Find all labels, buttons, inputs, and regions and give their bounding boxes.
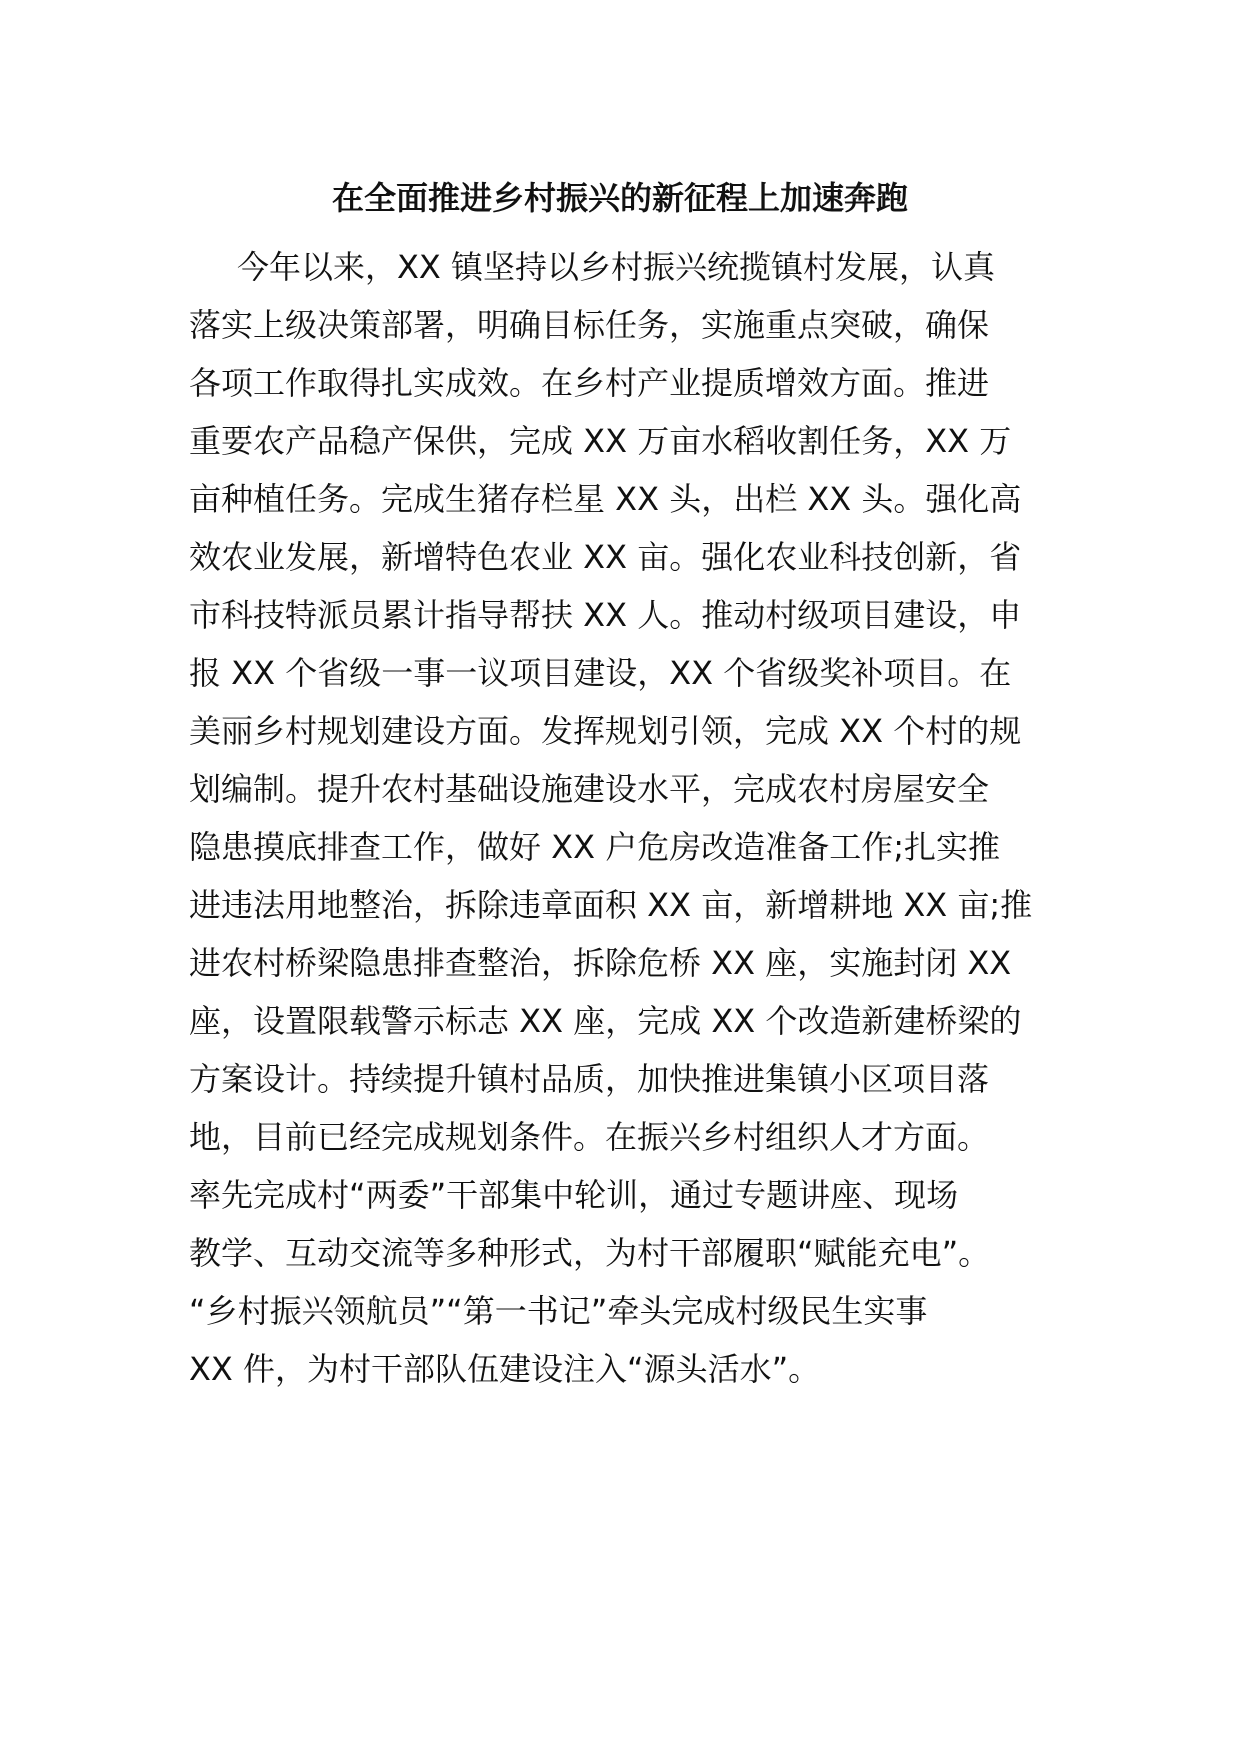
paragraph-line: 率先完成村“两委”干部集中轮训，通过专题讲座、现场 [189,1176,959,1214]
document-title: 在全面推进乡村振兴的新征程上加速奔跑 [331,179,908,217]
paragraph-line: 座，设置限载警示标志 XX 座，完成 XX 个改造新建桥梁的 [189,1002,1022,1040]
paragraph-line: 进农村桥梁隐患排查整治，拆除危桥 XX 座，实施封闭 XX [189,944,1012,982]
paragraph-line: XX 件，为村干部队伍建设注入“源头活水”。 [189,1350,821,1388]
paragraph-line: 划编制。提升农村基础设施建设水平，完成农村房屋安全 [189,770,990,808]
paragraph-line: 重要农产品稳产保供，完成 XX 万亩水稻收割任务，XX 万 [189,422,1012,460]
paragraph-line: 亩种植任务。完成生猪存栏星 XX 头，出栏 XX 头。强化高 [189,480,1022,518]
paragraph-line: “乡村振兴领航员”“第一书记”牵头完成村级民生实事 [189,1292,928,1330]
paragraph-line: 报 XX 个省级一事一议项目建设，XX 个省级奖补项目。在 [189,654,1012,692]
paragraph-line: 地，目前已经完成规划条件。在振兴乡村组织人才方面。 [189,1118,990,1156]
paragraph-line: 进违法用地整治，拆除违章面积 XX 亩，新增耕地 XX 亩;推 [189,886,1033,924]
paragraph-line: 美丽乡村规划建设方面。发挥规划引领，完成 XX 个村的规 [189,712,1022,750]
paragraph-line: 方案设计。持续提升镇村品质，加快推进集镇小区项目落 [189,1060,990,1098]
paragraph-line: 今年以来，XX 镇坚持以乡村振兴统揽镇村发展，认真 [237,248,996,286]
paragraph-line: 教学、互动交流等多种形式，为村干部履职“赋能充电”。 [189,1234,991,1272]
paragraph-line: 落实上级决策部署，明确目标任务，实施重点突破，确保 [189,306,990,344]
paragraph-line: 各项工作取得扎实成效。在乡村产业提质增效方面。推进 [189,364,990,402]
paragraph-line: 市科技特派员累计指导帮扶 XX 人。推动村级项目建设，申 [189,596,1022,634]
paragraph-line: 隐患摸底排查工作，做好 XX 户危房改造准备工作;扎实推 [189,828,1000,866]
paragraph-line: 效农业发展，新增特色农业 XX 亩。强化农业科技创新，省 [189,538,1022,576]
